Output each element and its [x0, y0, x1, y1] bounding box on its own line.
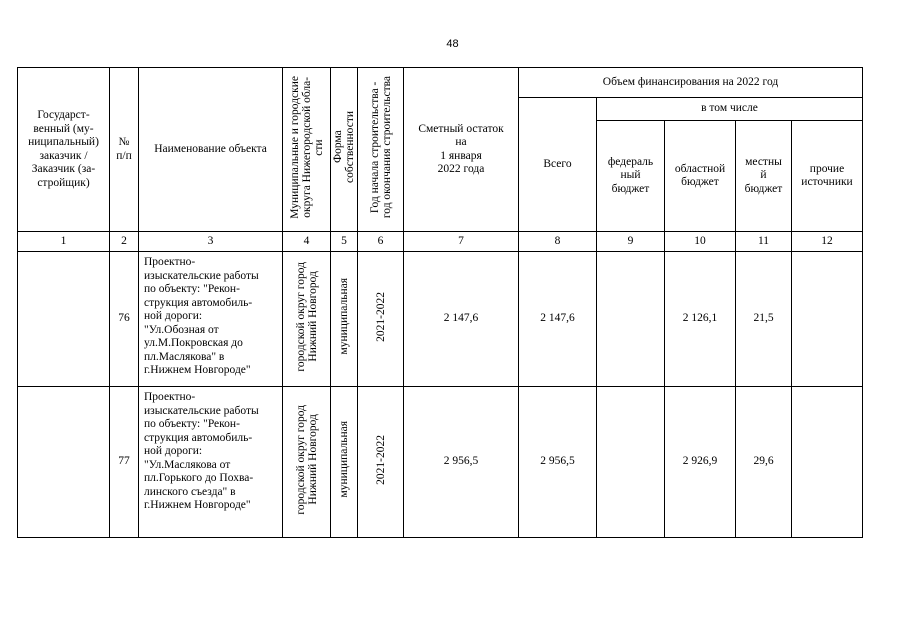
table-row — [18, 252, 863, 387]
cell-other — [792, 387, 863, 538]
cell-num: 76 — [110, 252, 139, 387]
header-total: Всего — [519, 98, 597, 232]
financing-table — [17, 67, 863, 538]
col-number: 7 — [404, 232, 519, 252]
col-number: 6 — [358, 232, 404, 252]
col-number: 2 — [110, 232, 139, 252]
header-financing: Объем финансирования на 2022 год — [519, 68, 863, 98]
header-district — [283, 68, 331, 232]
header-num: № п/п — [110, 68, 139, 232]
col-number: 12 — [792, 232, 863, 252]
cell-customer — [18, 387, 110, 538]
cell-object-name: Проектно- изыскательские работы по объекту: "Рекон- струкция автомобиль- ной дороги: "Ул.Обозная от ул.М.Покровская до пл.Маслякова" в г.Нижнем Новгороде" — [139, 252, 283, 387]
col-number: 10 — [665, 232, 736, 252]
header-years-text: Год начала строительства - год окончания строительства — [368, 76, 393, 219]
header-years — [358, 68, 404, 232]
header-customer: Государст- венный (му- ниципальный) заказчик / Заказчик (за- стройщик) — [18, 68, 110, 232]
cell-ownership — [331, 252, 358, 387]
header-federal: федераль ный бюджет — [597, 121, 665, 232]
cell-other — [792, 252, 863, 387]
cell-local: 29,6 — [736, 387, 792, 538]
cell-balance: 2 956,5 — [404, 387, 519, 538]
cell-district — [283, 252, 331, 387]
header-including: в том числе — [597, 98, 863, 121]
cell-years — [358, 387, 404, 538]
cell-customer — [18, 252, 110, 387]
cell-regional: 2 126,1 — [665, 252, 736, 387]
col-number: 3 — [139, 232, 283, 252]
cell-regional: 2 926,9 — [665, 387, 736, 538]
col-number: 8 — [519, 232, 597, 252]
header-ownership-text: Форма собственности — [332, 111, 356, 184]
header-ownership — [331, 68, 358, 232]
cell-total: 2 956,5 — [519, 387, 597, 538]
cell-total: 2 147,6 — [519, 252, 597, 387]
table-row — [18, 387, 863, 538]
page-number: 48 — [446, 38, 459, 50]
cell-district — [283, 387, 331, 538]
cell-local: 21,5 — [736, 252, 792, 387]
cell-federal — [597, 387, 665, 538]
header-regional: областной бюджет — [665, 121, 736, 232]
header-other: прочие источники — [792, 121, 863, 232]
col-number: 5 — [331, 232, 358, 252]
cell-years-text: 2021-2022 — [374, 291, 387, 342]
cell-years — [358, 252, 404, 387]
cell-ownership-text: муниципальная — [338, 278, 350, 356]
cell-federal — [597, 252, 665, 387]
header-district-text: Муниципальные и городские округа Нижегородской обла- сти — [288, 75, 325, 219]
header-local: местны й бюджет — [736, 121, 792, 232]
cell-years-text: 2021-2022 — [374, 434, 387, 485]
col-number: 4 — [283, 232, 331, 252]
header-name: Наименование объекта — [139, 68, 283, 232]
cell-ownership — [331, 387, 358, 538]
header-balance: Сметный остаток на 1 января 2022 года — [404, 68, 519, 232]
cell-district-text: городской округ город Нижний Новгород — [294, 261, 319, 372]
cell-num: 77 — [110, 387, 139, 538]
cell-object-name: Проектно- изыскательские работы по объекту: "Рекон- струкция автомобиль- ной дороги: "Ул.Маслякова от пл.Горького до Похва- линского съезда" в г.Нижнем Новгороде" — [139, 387, 283, 538]
cell-balance: 2 147,6 — [404, 252, 519, 387]
col-number: 9 — [597, 232, 665, 252]
cell-ownership-text: муниципальная — [338, 421, 350, 499]
col-number: 11 — [736, 232, 792, 252]
col-number: 1 — [18, 232, 110, 252]
cell-district-text: городской округ город Нижний Новгород — [294, 404, 319, 515]
